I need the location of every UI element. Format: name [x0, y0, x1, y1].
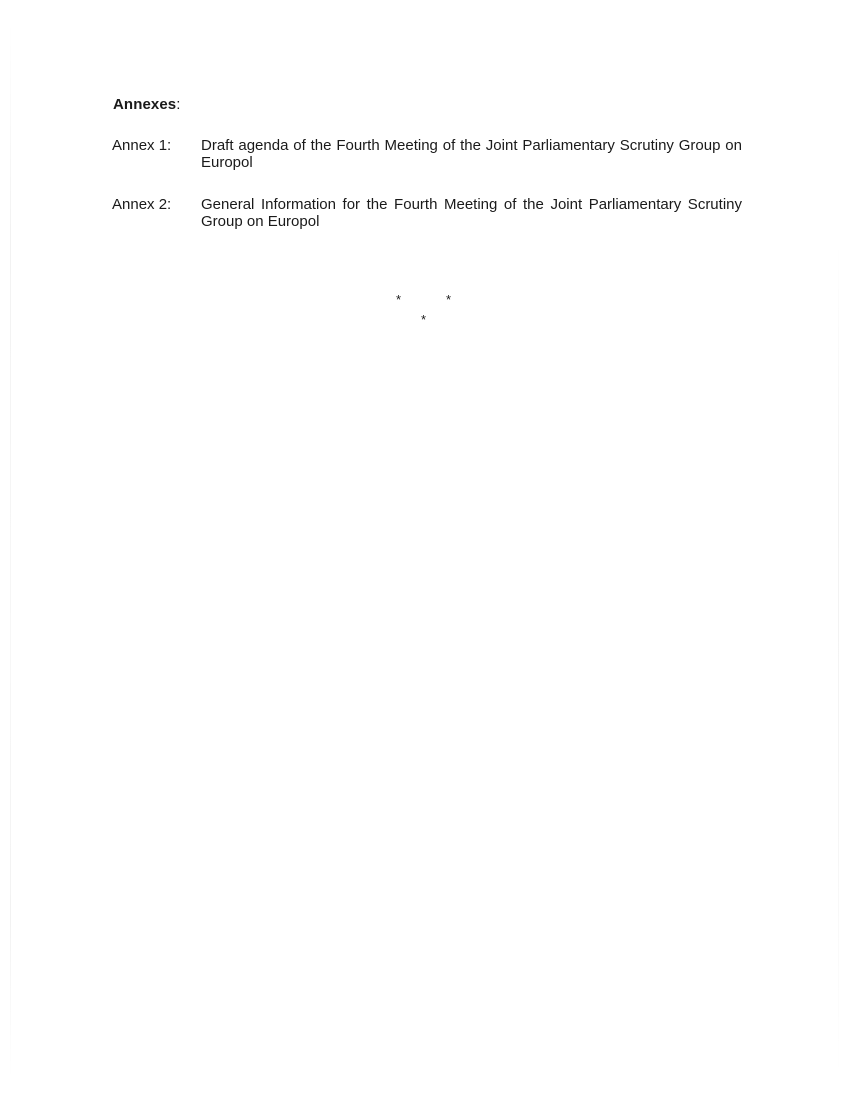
separator-star: * [446, 292, 452, 307]
separator-star: * [421, 312, 427, 327]
annexes-heading [113, 96, 181, 113]
annex-description: General Information for the Fourth Meeting of the Joint Parliamentary Scrutiny Group on Europol [201, 196, 742, 230]
annexes-heading-text: Annexes [113, 96, 177, 113]
annexes-heading-colon: : [176, 96, 181, 113]
annex-label: Annex 2: [112, 196, 172, 213]
annex-description: Draft agenda of the Fourth Meeting of the Joint Parliamentary Scrutiny Group on Europol [201, 137, 742, 171]
section-separator [390, 292, 460, 332]
scan-edge-left [10, 20, 11, 1080]
scan-edge-right [838, 240, 839, 1080]
annex-label: Annex 1: [112, 137, 172, 154]
annex-item-2 [112, 196, 742, 230]
annex-item-1 [112, 137, 742, 171]
separator-star: * [396, 292, 402, 307]
